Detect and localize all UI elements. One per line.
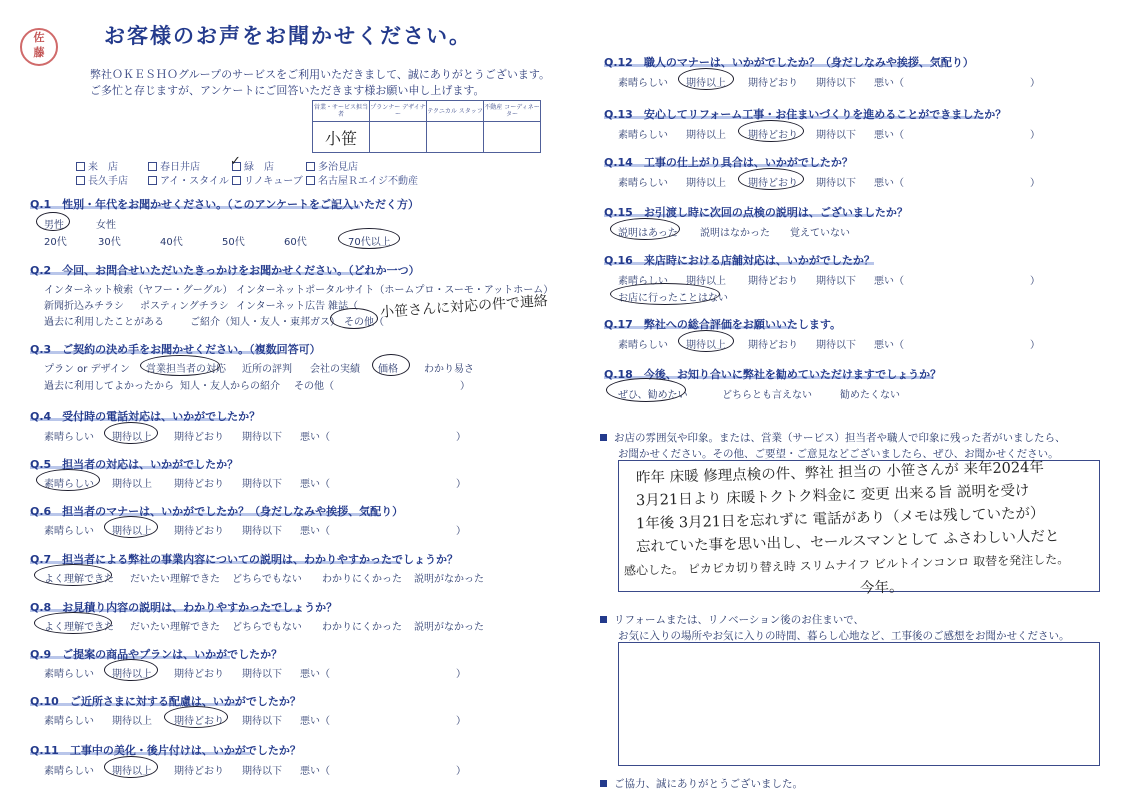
q9-above[interactable]: 期待以上 — [112, 669, 152, 680]
q12-bad[interactable]: 悪い（ — [874, 78, 904, 89]
q13-below[interactable]: 期待以下 — [816, 130, 856, 141]
q10-as-expected[interactable]: 期待どおり — [174, 716, 224, 727]
q12-excellent[interactable]: 素晴らしい — [618, 78, 668, 89]
answer-circle — [104, 659, 158, 681]
q13-excellent[interactable]: 素晴らしい — [618, 130, 668, 141]
q1-age-70plus[interactable]: 70代以上 — [348, 237, 391, 248]
answer-circle — [104, 756, 158, 778]
q16-bad[interactable]: 悪い（ — [874, 276, 904, 287]
q10-label: Q.10 ご近所さまに対する配慮は、いかがでしたか？ — [30, 695, 301, 708]
impression-comment-line-3: 1年後 3月21日を忘れずに 電話があり（メモは残していたが） — [635, 505, 1045, 533]
q5-bad[interactable]: 悪い（ — [300, 479, 330, 490]
q4-above[interactable]: 期待以上 — [112, 432, 152, 443]
q1-male[interactable]: 男性 — [44, 220, 64, 231]
q8-mostly-understood[interactable]: だいたい理解できた — [130, 622, 220, 633]
staff-header-technical: テクニカル スタッフ — [427, 101, 484, 122]
q18-neither[interactable]: どちらとも言えない — [722, 390, 812, 401]
answer-circle — [140, 355, 220, 376]
q2-other[interactable]: その他（ — [344, 317, 384, 328]
q7-hard-to-understand[interactable]: わかりにくかった — [322, 574, 402, 585]
answer-circle — [610, 218, 680, 240]
answer-circle — [330, 308, 378, 329]
q7-mostly-understood[interactable]: だいたい理解できた — [130, 574, 220, 585]
q12-above[interactable]: 期待以上 — [686, 78, 726, 89]
q13-above[interactable]: 期待以上 — [686, 130, 726, 141]
staff-value-realestate[interactable] — [484, 122, 541, 153]
q3-other[interactable]: その他（ — [294, 381, 334, 392]
q11-excellent[interactable]: 素晴らしい — [44, 766, 94, 777]
q11-below[interactable]: 期待以下 — [242, 766, 282, 777]
q12-below[interactable]: 期待以下 — [816, 78, 856, 89]
q1-age-30s[interactable]: 30代 — [98, 237, 121, 248]
q2-handwritten-note: 小笹さんに対応の件で連絡 — [379, 293, 549, 321]
staff-value-planner[interactable] — [370, 122, 427, 153]
q1-age-60s[interactable]: 60代 — [284, 237, 307, 248]
staff-header-realestate: 不動産 コーディネーター — [484, 101, 541, 122]
q3-referral[interactable]: 知人・友人からの紹介 — [180, 381, 280, 392]
q8-neither[interactable]: どちらでもない — [232, 622, 302, 633]
q6-label: Q.6 担当者のマナーは、いかがでしたか？（身だしなみや挨拶、気配り） — [30, 505, 404, 518]
q7-understood-well[interactable]: よく理解できた — [44, 574, 114, 585]
q13-label: Q.13 安心してリフォーム工事・お住まいづくりを進めることができましたか？ — [604, 108, 1007, 121]
q11-above[interactable]: 期待以上 — [112, 766, 152, 777]
q2-posting-flyer[interactable]: ポスティングチラシ — [140, 301, 229, 312]
q13-bad-close: ） — [1030, 130, 1040, 141]
q7-no-explanation[interactable]: 説明がなかった — [414, 574, 484, 585]
page-title: お客様のお声をお聞かせください。 — [104, 24, 472, 48]
impression-comment-line-1: 昨年 床暖 修理点検の件、弊社 担当の 小笹さんが 来年2024年 — [635, 459, 1045, 487]
q1-age-50s[interactable]: 50代 — [222, 237, 245, 248]
q9-bad[interactable]: 悪い（ — [300, 669, 330, 680]
q5-excellent[interactable]: 素晴らしい — [44, 479, 94, 490]
q15-dont-remember[interactable]: 覚えていない — [790, 228, 850, 239]
staff-table — [312, 100, 541, 153]
q3-plan-design[interactable]: プラン or デザイン — [44, 364, 130, 375]
answer-circle — [36, 212, 70, 231]
q6-below[interactable]: 期待以下 — [242, 526, 282, 537]
answer-circle — [338, 228, 400, 249]
q5-above[interactable]: 期待以上 — [112, 479, 152, 490]
q2-referral[interactable]: ご紹介（知人・友人・東邦ガス） — [190, 317, 340, 328]
q14-as-expected[interactable]: 期待どおり — [748, 178, 798, 189]
q15-label: Q.15 お引渡し時に次回の点検の説明は、ございましたか？ — [604, 206, 908, 219]
q10-above[interactable]: 期待以上 — [112, 716, 152, 727]
q4-excellent[interactable]: 素晴らしい — [44, 432, 94, 443]
q2-internet-search[interactable]: インターネット検索（ヤフー・グーグル） — [44, 285, 233, 296]
q17-bad-close: ） — [1030, 340, 1040, 351]
q12-label: Q.12 職人のマナーは、いかがでしたか？（身だしなみや挨拶、気配り） — [604, 56, 974, 69]
answer-circle — [610, 283, 720, 305]
q9-below[interactable]: 期待以下 — [242, 669, 282, 680]
q16-label: Q.16 来店時における店舗対応は、いかがでしたか？ — [604, 254, 875, 267]
q2-internet-ad[interactable]: インターネット広告 — [236, 301, 326, 312]
q17-below[interactable]: 期待以下 — [816, 340, 856, 351]
q4-bad-close: ） — [456, 432, 466, 443]
q6-bad-close: ） — [456, 526, 466, 537]
q10-bad[interactable]: 悪い（ — [300, 716, 330, 727]
q7-label: Q.7 担当者による弊社の事業内容についての説明は、わかりやすかったでしょうか？ — [30, 553, 458, 566]
q10-bad-close: ） — [456, 716, 466, 727]
staff-header-sales: 営業・サービス担当者 — [313, 101, 370, 122]
staff-value-sales[interactable]: 小笹 — [313, 122, 370, 153]
impression-comment-line-4: 忘れていた事を思い出し、セールスマンとして ふさわしい人だと — [635, 528, 1060, 556]
impression-comment-line-5: 感心した。 ピカピカ切り替え時 スリムナイフ ビルトインコンロ 取替を発注した。 — [623, 552, 1070, 578]
q17-above[interactable]: 期待以上 — [686, 340, 726, 351]
answer-circle — [34, 612, 112, 634]
q14-bad[interactable]: 悪い（ — [874, 178, 904, 189]
answer-circle — [372, 354, 410, 376]
answer-circle — [104, 422, 158, 444]
q3-clarity[interactable]: わかり易さ — [424, 364, 474, 375]
impression-label-2: お聞かせください。その他、ご要望・ご意見などございましたら、ぜひ、お聞かせください。 — [618, 448, 1059, 460]
square-bullet-icon — [600, 780, 607, 787]
q12-bad-close: ） — [1030, 78, 1040, 89]
q16-as-expected[interactable]: 期待どおり — [748, 276, 798, 287]
q11-label: Q.11 工事中の美化・後片付けは、いかがでしたか？ — [30, 744, 301, 757]
q10-excellent[interactable]: 素晴らしい — [44, 716, 94, 727]
answer-circle — [678, 330, 734, 352]
renovation-comment-box[interactable] — [618, 642, 1100, 766]
q3-label: Q.3 ご契約の決め手をお聞かせください。（複数回答可） — [30, 343, 321, 356]
q1-age-20s[interactable]: 20代 — [44, 237, 67, 248]
q14-above[interactable]: 期待以上 — [686, 178, 726, 189]
store-checkbox-nagakute[interactable]: 長久手店 — [76, 172, 128, 187]
intro-line-1: 弊社ＯＫＥＳＨＯグループのサービスをご利用いただきまして、誠にありがとうございます。 — [90, 68, 551, 81]
q16-below[interactable]: 期待以下 — [816, 276, 856, 287]
staff-header-planner: プランナー デザイナー — [370, 101, 427, 122]
q6-excellent[interactable]: 素晴らしい — [44, 526, 94, 537]
q11-as-expected[interactable]: 期待どおり — [174, 766, 224, 777]
store-checkbox-visit[interactable]: 来 店 — [76, 158, 118, 173]
q4-below[interactable]: 期待以下 — [242, 432, 282, 443]
footer-thanks: ご協力、誠にありがとうございました。 — [600, 776, 803, 791]
q6-above[interactable]: 期待以上 — [112, 526, 152, 537]
q16-above[interactable]: 期待以上 — [686, 276, 726, 287]
q4-as-expected[interactable]: 期待どおり — [174, 432, 224, 443]
q1-female[interactable]: 女性 — [96, 220, 116, 231]
seal-stamp: 佐 藤 — [20, 28, 58, 66]
impression-label-1: お店の雰囲気や印象。または、営業（サービス）担当者や職人で印象に残った者がいましたら、 — [600, 430, 1066, 445]
q3-used-before[interactable]: 過去に利用してよかったから — [44, 381, 174, 392]
q2-magazine[interactable]: 雑誌（ — [328, 301, 358, 312]
q3-other-close: ） — [460, 381, 470, 392]
q2-portal-site[interactable]: インターネットポータルサイト（ホームプロ・スーモ・アットホーム） — [236, 285, 554, 296]
q1-label: Q.1 性別・年代をお聞かせください。（このアンケートをご記入いただく方） — [30, 198, 420, 211]
q9-bad-close: ） — [456, 669, 466, 680]
q17-label: Q.17 弊社への総合評価をお願いいたします。 — [604, 318, 841, 331]
q14-excellent[interactable]: 素晴らしい — [618, 178, 668, 189]
q3-track-record[interactable]: 会社の実績 — [310, 364, 360, 375]
answer-circle — [164, 706, 228, 728]
answer-circle — [104, 516, 158, 538]
q14-bad-close: ） — [1030, 178, 1040, 189]
impression-comment-line-6: 今年。 — [859, 579, 904, 597]
q16-never-visited[interactable]: お店に行ったことはない — [618, 293, 728, 304]
renovation-label-2: お気に入りの場所やお気に入りの時間、暮らし心地など、工事後のご感想をお聞かせください。 — [618, 630, 1070, 642]
q1-age-40s[interactable]: 40代 — [160, 237, 183, 248]
square-bullet-icon — [600, 616, 607, 623]
q9-excellent[interactable]: 素晴らしい — [44, 669, 94, 680]
intro-line-2: ご多忙と存じますが、アンケートにご回答いただきます様お願い申し上げます。 — [90, 84, 485, 97]
store-checkbox-renocube[interactable]: リノキューブ — [232, 172, 303, 187]
store-checkbox-midori[interactable]: 緑 店 — [232, 158, 274, 173]
answer-circle — [34, 564, 112, 586]
q9-as-expected[interactable]: 期待どおり — [174, 669, 224, 680]
q17-bad[interactable]: 悪い（ — [874, 340, 904, 351]
q5-label: Q.5 担当者の対応は、いかがでしたか？ — [30, 458, 239, 471]
q7-neither[interactable]: どちらでもない — [232, 574, 302, 585]
q5-below[interactable]: 期待以下 — [242, 479, 282, 490]
check-mark-icon: ✓ — [230, 154, 241, 169]
q4-label: Q.4 受付時の電話対応は、いかがでしたか？ — [30, 410, 261, 423]
q4-bad[interactable]: 悪い（ — [300, 432, 330, 443]
answer-circle — [738, 120, 804, 142]
q15-not-explained[interactable]: 説明はなかった — [700, 228, 770, 239]
q3-sales-response[interactable]: 営業担当者の対応 — [146, 364, 226, 375]
answer-circle — [606, 378, 686, 402]
q3-price[interactable]: 価格 — [378, 364, 398, 375]
staff-value-technical[interactable] — [427, 122, 484, 153]
q2-used-before[interactable]: 過去に利用したことがある — [44, 317, 164, 328]
q8-understood-well[interactable]: よく理解できた — [44, 622, 114, 633]
q8-hard-to-understand[interactable]: わかりにくかった — [322, 622, 402, 633]
q2-newspaper-flyer[interactable]: 新聞折込みチラシ — [44, 301, 124, 312]
q11-bad-close: ） — [456, 766, 466, 777]
q16-bad-close: ） — [1030, 276, 1040, 287]
q14-below[interactable]: 期待以下 — [816, 178, 856, 189]
q10-below[interactable]: 期待以下 — [242, 716, 282, 727]
q17-excellent[interactable]: 素晴らしい — [618, 340, 668, 351]
q18-not-recommend[interactable]: 勧めたくない — [840, 390, 900, 401]
q16-excellent[interactable]: 素晴らしい — [618, 276, 668, 287]
store-checkbox-nagoya-rage[interactable]: 名古屋Ｒエイジ不動産 — [306, 172, 418, 187]
answer-circle — [738, 168, 804, 190]
q17-as-expected[interactable]: 期待どおり — [748, 340, 798, 351]
q5-as-expected[interactable]: 期待どおり — [174, 479, 224, 490]
q11-bad[interactable]: 悪い（ — [300, 766, 330, 777]
q8-no-explanation[interactable]: 説明がなかった — [414, 622, 484, 633]
q6-bad[interactable]: 悪い（ — [300, 526, 330, 537]
answer-circle — [678, 68, 734, 90]
renovation-label-1: リフォームまたは、リノベーション後のお住まいで、 — [600, 612, 864, 627]
store-checkbox-istyle[interactable]: アイ・スタイル — [148, 172, 229, 187]
q8-label: Q.8 お見積り内容の説明は、わかりやすかったでしょうか？ — [30, 601, 338, 614]
q14-label: Q.14 工事の仕上がり具合は、いかがでしたか？ — [604, 156, 853, 169]
q9-label: Q.9 ご提案の商品やプランは、いかがでしたか？ — [30, 648, 283, 661]
q13-as-expected[interactable]: 期待どおり — [748, 130, 798, 141]
store-checkbox-tajimi[interactable]: 多治見店 — [306, 158, 358, 173]
q15-explained[interactable]: 説明はあった — [618, 228, 678, 239]
store-checkbox-kasugai[interactable]: 春日井店 — [148, 158, 200, 173]
answer-circle — [36, 469, 100, 491]
impression-comment-line-2: 3月21日より 床暖トクトク料金に 変更 出来る旨 説明を受け — [635, 482, 1030, 510]
q6-as-expected[interactable]: 期待どおり — [174, 526, 224, 537]
q5-bad-close: ） — [456, 479, 466, 490]
q12-as-expected[interactable]: 期待どおり — [748, 78, 798, 89]
q18-recommend[interactable]: ぜひ、勧めたい — [618, 390, 688, 401]
q3-reputation[interactable]: 近所の評判 — [242, 364, 292, 375]
q18-label: Q.18 今後、お知り合いに弊社を勧めていただけますでしょうか？ — [604, 368, 942, 381]
q2-label: Q.2 今回、お問合せいただいたきっかけをお聞かせください。（どれか一つ） — [30, 264, 420, 277]
square-bullet-icon — [600, 434, 607, 441]
q13-bad[interactable]: 悪い（ — [874, 130, 904, 141]
